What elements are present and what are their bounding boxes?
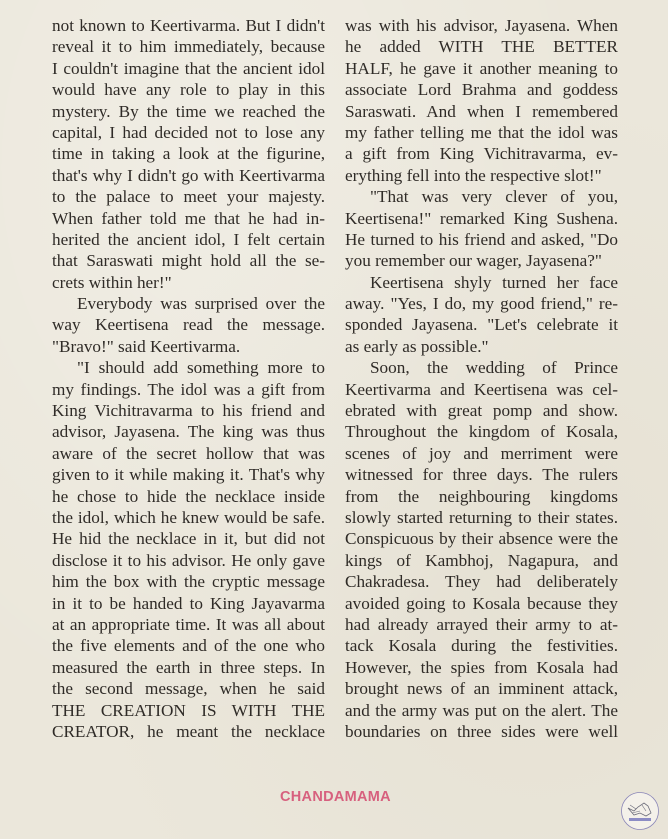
text-line: a gift from King Vichitravarma, ev- <box>345 144 618 164</box>
text-line: at an appropriate time. It was all about <box>52 614 325 634</box>
text-line: He hid the necklace in it, but did not <box>52 529 325 549</box>
text-line: tack Kosala during the festivities. <box>345 636 618 656</box>
text-line: disclose it to his advisor. He only gave <box>52 550 325 570</box>
text-line: brought news of an imminent attack, <box>345 679 618 699</box>
text-line: way Keertisena read the message. <box>52 315 325 335</box>
text-line: to the palace to meet your majesty. <box>52 187 325 207</box>
text-line: from the neighbouring kingdoms <box>345 486 618 506</box>
right-text-column <box>345 15 618 742</box>
text-line: my father telling me that the idol was <box>345 122 618 142</box>
text-line: crets within her!" <box>52 272 172 292</box>
text-line: avoided going to Kosala because they <box>345 593 618 613</box>
text-line: and the army was put on the alert. The <box>345 700 618 720</box>
circular-stamp-logo-icon <box>620 791 660 831</box>
text-line: mystery. By the time we reached the <box>52 101 325 121</box>
text-line: my findings. The idol was a gift from <box>52 379 325 399</box>
text-line: that Saraswati might hold all the se- <box>52 251 325 271</box>
text-line: associate Lord Brahma and goddess <box>345 80 618 100</box>
text-line: given to it while making it. That's why <box>52 465 325 485</box>
text-line: erything fell into the respective slot!" <box>345 165 602 185</box>
text-line: he added WITH THE BETTER <box>345 37 618 57</box>
text-line: you remember our wager, Jayasena?" <box>345 251 602 271</box>
text-line: I couldn't imagine that the ancient idol <box>52 58 325 78</box>
text-line: reveal it to him immediately, because <box>52 37 325 57</box>
text-line: he chose to hide the necklace inside <box>52 486 325 506</box>
text-line: sponded Jayasena. "Let's celebrate it <box>345 315 618 335</box>
text-line: Keertisena!" remarked King Sushena. <box>345 208 618 228</box>
text-line: had already arrayed their army to at- <box>345 614 618 634</box>
text-line: slowly started returning to their states. <box>345 507 618 527</box>
text-line: was with his advisor, Jayasena. When <box>345 16 618 35</box>
text-line: "I should add something more to <box>77 358 325 378</box>
text-line: ebrated with great pomp and show. <box>345 401 618 421</box>
text-line: He turned to his friend and asked, "Do <box>345 229 618 249</box>
text-line: Keertisena shyly turned her face <box>370 272 618 292</box>
magazine-name-footer: CHANDAMAMA <box>280 789 391 805</box>
text-line: him the box with the cryptic message <box>52 572 325 592</box>
text-line: advisor, Jayasena. The king was thus <box>52 422 325 442</box>
left-text-column <box>52 15 325 742</box>
text-line: scenes of joy and merriment were <box>345 443 618 463</box>
text-line: When father told me that he had in- <box>52 208 325 228</box>
text-line: "That was very clever of you, <box>370 187 618 207</box>
text-line: aware of the secret hollow that was <box>52 443 325 463</box>
text-line: boundaries on three sides were well <box>345 721 618 741</box>
text-line: Soon, the wedding of Prince <box>370 358 618 378</box>
text-line: However, the spies from Kosala had <box>345 657 618 677</box>
text-line: Keertivarma and Keertisena was cel- <box>345 379 618 399</box>
text-line: Throughout the kingdom of Kosala, <box>345 422 618 442</box>
text-line: THE CREATION IS WITH THE <box>52 700 325 720</box>
text-line: the second message, when he said <box>52 679 325 699</box>
text-line: the idol, which he knew would be safe. <box>52 507 325 527</box>
text-line: that's why I didn't go with Keertivarma <box>52 165 325 185</box>
text-line: the five elements and of the one who <box>52 636 325 656</box>
text-line: Conspicuous by their absence were the <box>345 529 618 549</box>
text-line: not known to Keertivarma. But I didn't <box>52 16 325 35</box>
text-line: time in taking a look at the figurine, <box>52 144 325 164</box>
text-line: witnessed for three days. The rulers <box>345 465 618 485</box>
text-line: measured the earth in three steps. In <box>52 657 325 677</box>
text-line: Everybody was surprised over the <box>77 294 325 314</box>
text-line: Chakradesa. They had deliberately <box>345 572 618 592</box>
text-line: herited the ancient idol, I felt certain <box>52 229 325 249</box>
text-line: HALF, he gave it another meaning to <box>345 58 618 78</box>
text-line: would have any role to play in this <box>52 80 325 100</box>
text-line: as early as possible." <box>345 336 489 356</box>
text-line: "Bravo!" said Keertivarma. <box>52 336 241 356</box>
text-line: kings of Kambhoj, Nagapura, and <box>345 550 618 570</box>
text-line: CREATOR, he meant the necklace <box>52 721 325 741</box>
text-line: King Vichitravarma to his friend and <box>52 401 325 421</box>
text-line: capital, I had decided not to lose any <box>52 122 325 142</box>
text-line: in it to be handed to King Jayavarma <box>52 593 325 613</box>
text-line: Saraswati. And when I remembered <box>345 101 618 121</box>
text-line: away. "Yes, I do, my good friend," re- <box>345 294 618 314</box>
